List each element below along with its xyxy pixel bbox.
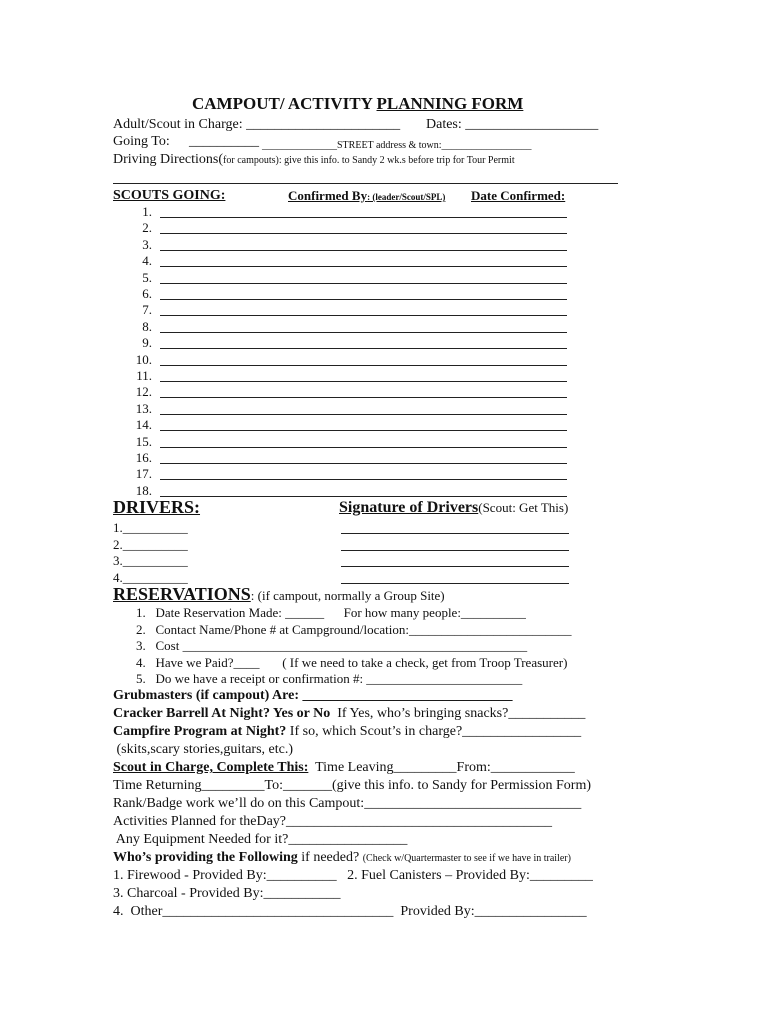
driver-line[interactable]: 2.__________ — [113, 536, 188, 552]
scout-row-line[interactable] — [160, 484, 567, 497]
driving-directions-line[interactable] — [113, 183, 618, 184]
reservation-item[interactable]: 3. Cost _____________________________________________________ — [136, 638, 528, 653]
campfire-label: Campfire Program at Night? — [113, 724, 287, 739]
reservation-item[interactable]: 2. Contact Name/Phone # at Campground/location:_________________________ — [136, 621, 572, 637]
scout-row-line[interactable] — [160, 451, 567, 464]
scout-row-number: 18. — [135, 482, 152, 498]
scout-row-number: 8. — [142, 318, 152, 334]
scout-row-number: 17. — [135, 466, 152, 482]
scout-row-line[interactable] — [160, 369, 567, 382]
rank-badge-field[interactable]: Rank/Badge work we’ll do on this Campout:_______________________________ — [113, 796, 582, 811]
signature-note: (Scout: Get This) — [478, 500, 569, 515]
scout-row-line[interactable] — [160, 271, 567, 284]
scout-row-line[interactable] — [160, 238, 567, 251]
driver-line[interactable]: 1.__________ — [113, 520, 188, 535]
scout-row-number: 10. — [135, 351, 152, 367]
charcoal-field[interactable]: 3. Charcoal - Provided By:___________ — [113, 886, 341, 901]
scout-in-charge-field[interactable] — [113, 759, 575, 777]
signature-label: Signature of Drivers — [339, 499, 479, 516]
scout-row-line[interactable] — [160, 336, 567, 349]
scout-row-number: 2. — [142, 220, 152, 236]
title-part-a: CAMPOUT/ ACTIVITY — [192, 94, 377, 113]
firewood-fuel-field[interactable]: 1. Firewood - Provided By:__________ 2. Fuel Canisters – Provided By:_________ — [113, 868, 593, 883]
reservation-item[interactable]: 4. Have we Paid?____ ( If we need to take a check, get from Troop Treasurer) — [136, 654, 568, 670]
cracker-barrell-label: Cracker Barrell At Night? Yes or No — [113, 706, 331, 721]
going-to-blank[interactable]: __________ — [189, 134, 259, 149]
cracker-barrell-question: If Yes, who’s bringing snacks?___________ — [330, 706, 586, 721]
driver-line[interactable]: 3.__________ — [113, 553, 188, 568]
driver-signature-line[interactable] — [341, 521, 569, 534]
confirmed-by-note: : (leader/Scout/SPL) — [367, 192, 446, 202]
reservation-item[interactable]: 1. Date Reservation Made: ______ For how many people:__________ — [136, 605, 526, 620]
form-title — [192, 95, 523, 113]
driving-directions-label: Driving Directions( — [113, 152, 224, 167]
title-part-b: PLANNING FORM — [376, 94, 524, 113]
scout-row-number: 15. — [135, 433, 152, 449]
scout-row-line[interactable] — [160, 287, 567, 300]
scout-row-number: 7. — [142, 302, 152, 318]
scout-row-number: 9. — [142, 335, 152, 351]
reservations-heading — [113, 585, 445, 606]
scout-row-number: 13. — [135, 400, 152, 416]
time-leaving-field[interactable]: Time Leaving_________From:____________ — [308, 760, 575, 775]
scout-row-number: 3. — [142, 236, 152, 252]
reservations-label: RESERVATIONS — [113, 584, 251, 604]
activities-field[interactable]: Activities Planned for theDay?______________________________________ — [113, 814, 553, 829]
whos-providing-label: Who’s providing the Following — [113, 850, 298, 865]
scout-row-number: 5. — [142, 269, 152, 285]
scout-row-line[interactable] — [160, 402, 567, 415]
scout-row-line[interactable] — [160, 303, 567, 316]
confirmed-by-heading — [288, 187, 445, 206]
grubmasters-field[interactable]: Grubmasters (if campout) Are: ______________________________ — [113, 688, 513, 703]
reservations-note: : (if campout, normally a Group Site) — [250, 588, 445, 603]
scout-row-number: 12. — [135, 384, 152, 400]
scout-row-line[interactable] — [160, 467, 567, 480]
quartermaster-note: (Check w/Quartermaster to see if we have in trailer) — [362, 853, 571, 864]
scout-row-number: 11. — [136, 368, 152, 383]
street-address-field[interactable]: _______________STREET address & town:__________________ — [262, 140, 532, 151]
driver-signature-line[interactable] — [341, 571, 569, 584]
driving-directions-field[interactable] — [113, 151, 515, 170]
time-returning-field[interactable]: Time Returning_________To:_______(give this info. to Sandy for Permission Form) — [113, 778, 591, 793]
scout-row-number: 4. — [142, 253, 152, 269]
date-confirmed-heading: Date Confirmed: — [471, 188, 566, 203]
scout-row-number: 14. — [135, 417, 152, 433]
adult-in-charge-field[interactable]: Adult/Scout in Charge: ______________________ — [113, 117, 401, 132]
driver-signature-line[interactable] — [341, 538, 569, 551]
scout-row-line[interactable] — [160, 385, 567, 398]
signature-heading — [339, 499, 568, 518]
driver-signature-line[interactable] — [341, 554, 569, 567]
scout-row-line[interactable] — [160, 353, 567, 366]
scout-row-line[interactable] — [160, 205, 567, 218]
scouts-going-heading: SCOUTS GOING: — [113, 188, 226, 203]
scout-in-charge-label: Scout in Charge, Complete This: — [113, 760, 309, 775]
campfire-field[interactable] — [113, 723, 581, 741]
reservation-item[interactable]: 5. Do we have a receipt or confirmation #: ________________________ — [136, 671, 523, 686]
whos-providing-heading — [113, 849, 571, 868]
scout-row-line[interactable] — [160, 320, 567, 333]
campfire-examples: (skits,scary stories,guitars, etc.) — [113, 742, 294, 757]
scout-row-number: 1. — [142, 204, 152, 219]
driver-line[interactable]: 4.__________ — [113, 569, 188, 585]
if-needed-label: if needed? — [297, 850, 363, 865]
scout-row-number: 6. — [142, 286, 152, 301]
equipment-field[interactable]: Any Equipment Needed for it?_________________ — [113, 832, 408, 847]
dates-field[interactable]: Dates: ___________________ — [426, 117, 599, 132]
driving-directions-note: for campouts): give this info. to Sandy 2 wk.s before trip for Tour Permit — [223, 155, 515, 166]
scout-row-line[interactable] — [160, 221, 567, 234]
scout-row-line[interactable] — [160, 418, 567, 431]
drivers-heading: DRIVERS: — [113, 497, 201, 517]
campfire-question: If so, which Scout’s in charge?_________________ — [286, 724, 582, 739]
scout-row-line[interactable] — [160, 254, 567, 267]
scout-row-line[interactable] — [160, 435, 567, 448]
going-to-label: Going To: — [113, 134, 170, 149]
scout-row-number: 16. — [135, 450, 152, 465]
cracker-barrell-field[interactable] — [113, 705, 585, 723]
confirmed-by-label: Confirmed By — [288, 188, 368, 203]
other-field[interactable]: 4. Other_________________________________ Provided By:________________ — [113, 904, 587, 919]
